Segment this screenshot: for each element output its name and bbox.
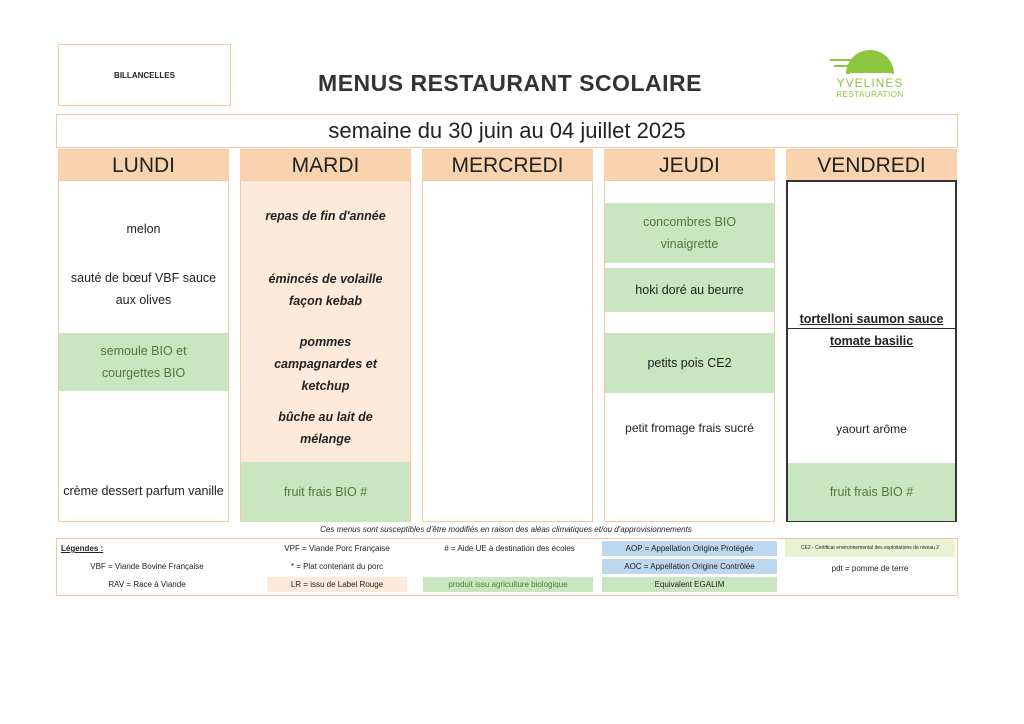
- school-name-box: [58, 44, 231, 106]
- menu-item: yaourt arôme: [836, 422, 907, 436]
- legend-lr: LR = issu de Label Rouge: [267, 577, 407, 592]
- legend-rav: RAV = Race à Viande: [108, 580, 186, 589]
- logo-line2: RESTAURATION: [836, 90, 904, 99]
- menu-item: émincés de volaille façon kebab: [268, 272, 383, 308]
- legend-pdt: pdt = pomme de terre: [831, 564, 909, 573]
- legend-bio: produit issu agriculture biologique: [423, 577, 593, 592]
- day-header-vendredi: VENDREDI: [786, 149, 957, 181]
- menu-item-ce2: petits pois CE2: [605, 333, 774, 393]
- menu-item: pommes campagnardes et ketchup: [274, 335, 377, 393]
- legend-porc: * = Plat contenant du porc: [290, 562, 384, 571]
- logo-line1: YVELINES: [836, 76, 904, 90]
- divider: [788, 328, 955, 329]
- menu-item: petit fromage frais sucré: [625, 421, 754, 435]
- legend-title: Légendes :: [61, 544, 104, 553]
- legend-ce2: CE2 - Certificat environnemental des exploitations de niveau 2: [785, 539, 955, 557]
- menu-item: tortelloni saumon sauce tomate basilic: [799, 312, 944, 348]
- legend-box: [56, 538, 958, 596]
- menu-item: repas de fin d'année: [265, 209, 386, 223]
- legend-egalim: Equivalent EGALIM: [602, 577, 777, 592]
- menu-item: hoki doré au beurre: [605, 268, 774, 312]
- menu-item: melon: [126, 222, 161, 236]
- menu-column-mardi: [240, 180, 411, 522]
- yvelines-restauration-logo: [820, 40, 920, 102]
- menu-item-bio: fruit frais BIO #: [241, 462, 410, 522]
- legend-aoc: AOC = Appellation Origine Contrôlée: [602, 559, 777, 574]
- legend-vpf: VPF = Viande Porc Française: [284, 544, 390, 553]
- page-title: MENUS RESTAURANT SCOLAIRE: [318, 70, 702, 96]
- day-header-jeudi: JEUDI: [604, 149, 775, 181]
- week-title: semaine du 30 juin au 04 juillet 2025: [56, 114, 958, 148]
- menu-column-vendredi: [786, 180, 957, 522]
- legend-aop: AOP = Appellation Origine Protégée: [602, 541, 777, 556]
- day-header-mercredi: MERCREDI: [422, 149, 593, 181]
- legend-vbf: VBF = Viande Bovine Française: [90, 562, 204, 571]
- menu-column-jeudi: [604, 180, 775, 522]
- menu-item-bio: fruit frais BIO #: [788, 463, 955, 521]
- logo-dome-icon: [820, 40, 920, 80]
- school-name: BILLANCELLES: [114, 70, 175, 80]
- day-header-lundi: LUNDI: [58, 149, 229, 181]
- disclaimer: Ces menus sont susceptibles d'être modifiés en raison des aléas climatiques et/ou d'approvisionnements: [320, 525, 692, 534]
- menu-column-mercredi: [422, 180, 593, 522]
- menu-item: bûche au lait de mélange: [278, 410, 373, 446]
- day-header-mardi: MARDI: [240, 149, 411, 181]
- menu-item: crème dessert parfum vanille: [63, 484, 224, 498]
- menu-item: sauté de bœuf VBF sauce aux olives: [70, 271, 217, 307]
- menu-column-lundi: [58, 180, 229, 522]
- menu-item-bio: concombres BIO vinaigrette: [605, 203, 774, 263]
- menu-item-bio: semoule BIO et courgettes BIO: [59, 333, 228, 391]
- legend-hash: # = Aide UE à destination des écoles: [444, 544, 575, 553]
